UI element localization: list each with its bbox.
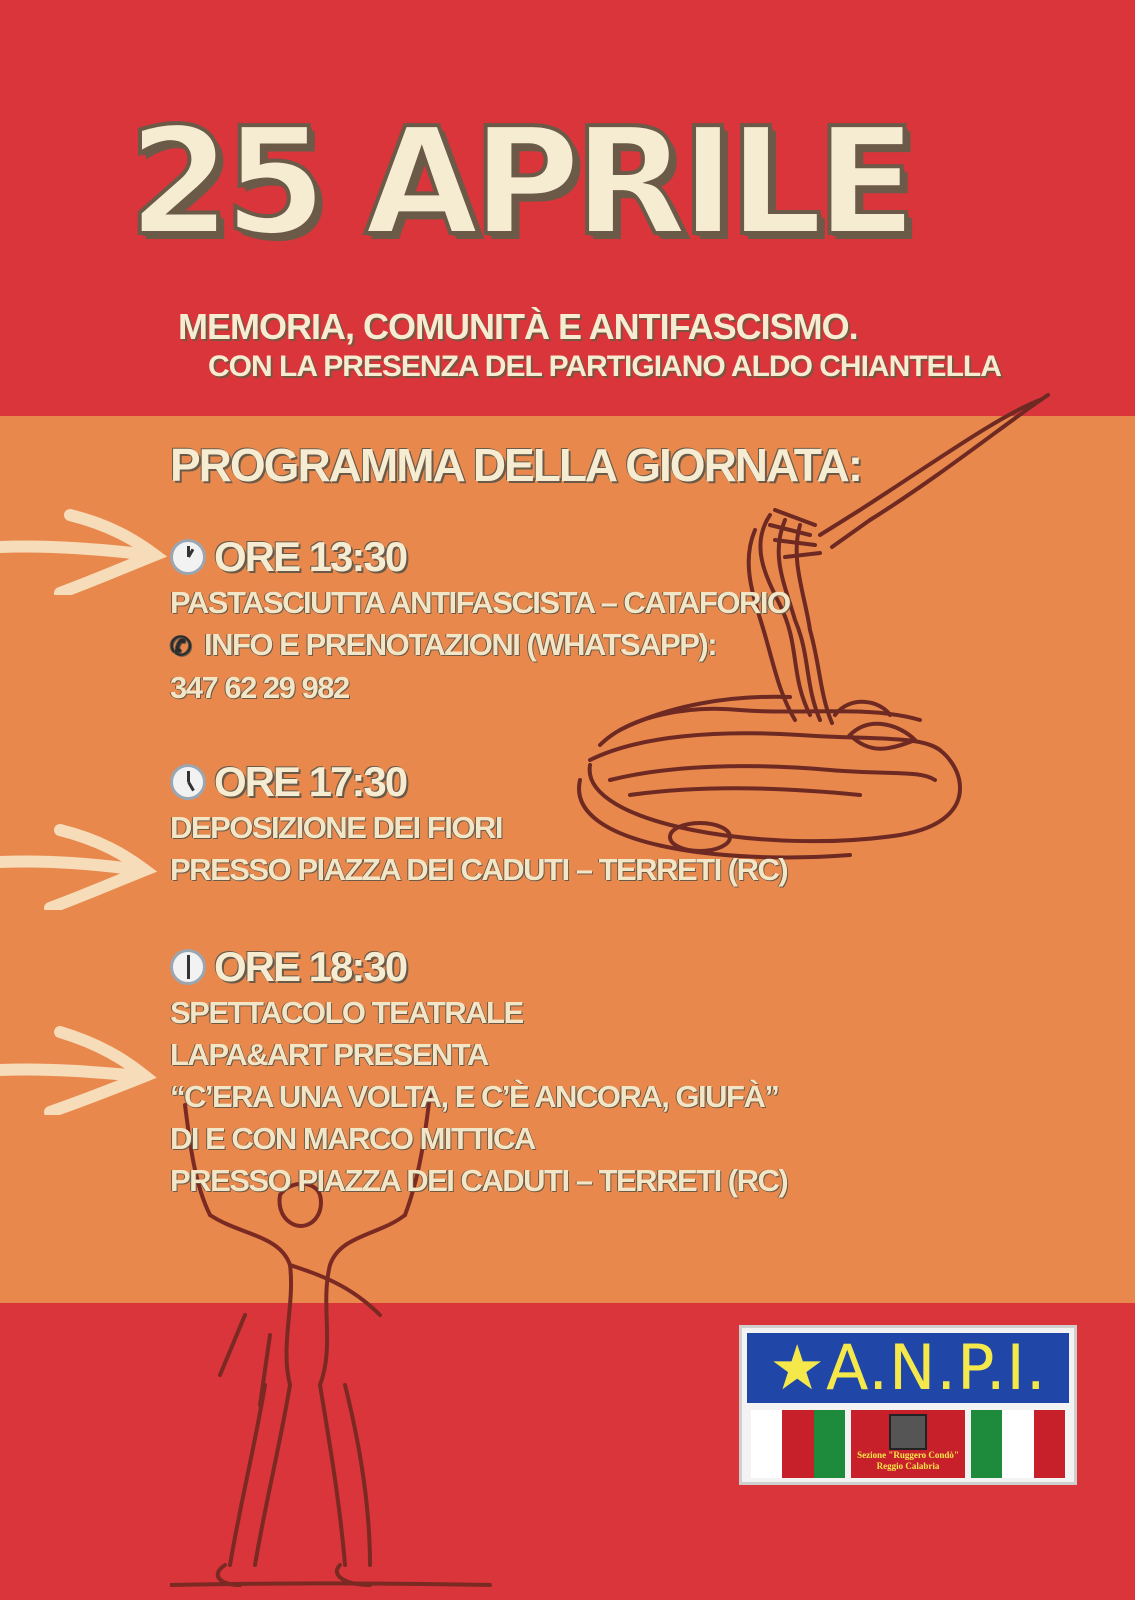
anpi-logo — [739, 1325, 1077, 1485]
event-location: PRESSO PIAZZA DEI CADUTI – TERRETI (RC) — [170, 1163, 788, 1198]
section-city: Reggio Calabria — [876, 1461, 940, 1471]
clock-five-icon — [170, 764, 206, 800]
clock-six-icon — [170, 949, 206, 985]
phone-icon: ✆ — [170, 631, 191, 661]
portrait-icon — [889, 1414, 927, 1450]
poster-title: 25 APRILE — [128, 96, 910, 268]
section-name: Sezione "Ruggero Condò" — [857, 1450, 959, 1460]
event-title: DEPOSIZIONE DEI FIORI — [170, 810, 502, 845]
italian-flag-icon — [971, 1410, 1065, 1478]
anpi-logo-text: ★A.N.P.I. — [769, 1331, 1047, 1404]
event-2 — [170, 757, 787, 891]
event-phone-number: 347 62 29 982 — [170, 670, 349, 705]
event-title: PASTASCIUTTA ANTIFASCISTA – CATAFORIO — [170, 585, 790, 620]
arrow-icon — [0, 505, 170, 595]
clock-one-icon — [170, 539, 206, 575]
event-booking-info: INFO E PRENOTAZIONI (WHATSAPP): — [204, 627, 717, 662]
poster-subtitle: MEMORIA, COMUNITÀ E ANTIFASCISMO. — [178, 306, 858, 347]
arrow-icon — [0, 820, 160, 910]
partisan-guest-line: CON LA PRESENZA DEL PARTIGIANO ALDO CHIANTELLA — [208, 350, 1001, 383]
event-time: ORE 17:30 — [214, 758, 407, 805]
arrow-icon — [0, 1020, 160, 1115]
event-show-title: “C’ERA UNA VOLTA, E C’È ANCORA, GIUFÀ” — [170, 1079, 779, 1114]
event-1 — [170, 532, 790, 709]
event-performer: DI E CON MARCO MITTICA — [170, 1121, 535, 1156]
event-3 — [170, 942, 787, 1202]
event-time: ORE 13:30 — [214, 533, 407, 580]
event-presenter: LAPA&ART PRESENTA — [170, 1037, 488, 1072]
section-badge — [851, 1410, 965, 1478]
event-location: PRESSO PIAZZA DEI CADUTI – TERRETI (RC) — [170, 852, 788, 887]
event-time: ORE 18:30 — [214, 943, 407, 990]
event-title: SPETTACOLO TEATRALE — [170, 995, 523, 1030]
program-heading: PROGRAMMA DELLA GIORNATA: — [170, 439, 862, 491]
italian-flag-icon — [751, 1410, 845, 1478]
